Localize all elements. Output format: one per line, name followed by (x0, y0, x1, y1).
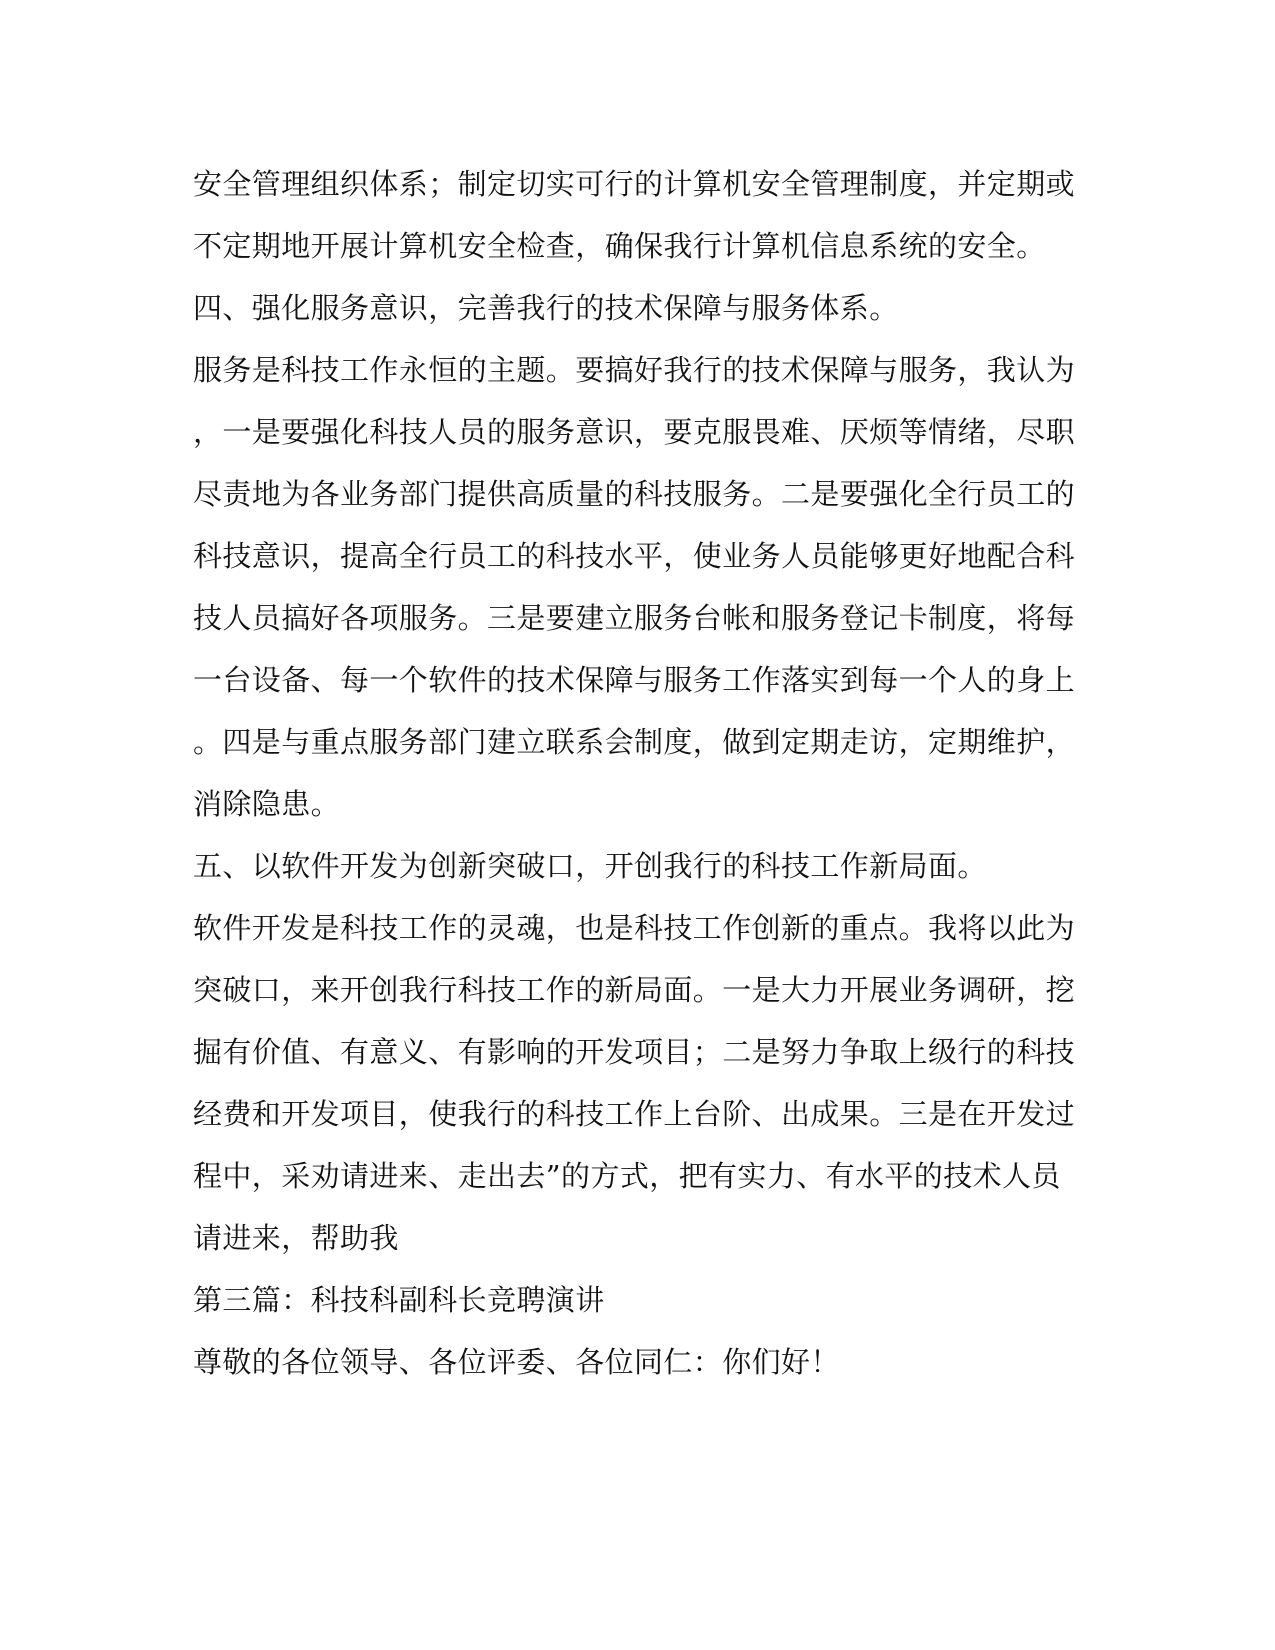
text-line: 消除隐患。 (193, 787, 341, 821)
text-line: ，一是要强化科技人员的服务意识，要克服畏难、厌烦等情绪，尽职 (193, 415, 1076, 449)
text-line: 经费和开发项目，使我行的科技工作上台阶、出成果。三是在开发过 (193, 1097, 1076, 1131)
text-line: 。四是与重点服务部门建立联系会制度，做到定期走访，定期维护， (193, 725, 1076, 759)
text-line: 软件开发是科技工作的灵魂，也是科技工作创新的重点。我将以此为 (193, 911, 1076, 945)
salutation: 尊敬的各位领导、各位评委、各位同仁：你们好！ (193, 1345, 840, 1379)
text-line: 掘有价值、有意义、有影响的开发项目；二是努力争取上级行的科技 (193, 1035, 1076, 1069)
text-line: 技人员搞好各项服务。三是要建立服务台帐和服务登记卡制度，将每 (193, 601, 1076, 635)
text-line: 不定期地开展计算机安全检查，确保我行计算机信息系统的安全。 (193, 229, 1046, 263)
text-line: 突破口，来开创我行科技工作的新局面。一是大力开展业务调研，挖 (193, 973, 1076, 1007)
text-line: 服务是科技工作永恒的主题。要搞好我行的技术保障与服务，我认为 (193, 353, 1076, 387)
section-heading: 四、强化服务意识，完善我行的技术保障与服务体系。 (193, 291, 899, 325)
chapter-title: 第三篇：科技科副科长竞聘演讲 (193, 1283, 605, 1317)
text-line: 科技意识，提高全行员工的科技水平，使业务人员能够更好地配合科 (193, 539, 1076, 573)
text-line: 安全管理组织体系；制定切实可行的计算机安全管理制度，并定期或 (193, 167, 1076, 201)
text-line: 尽责地为各业务部门提供高质量的科技服务。二是要强化全行员工的 (193, 477, 1076, 511)
text-line: 请进来，帮助我 (193, 1221, 399, 1255)
section-heading: 五、以软件开发为创新突破口，开创我行的科技工作新局面。 (193, 849, 987, 883)
text-line: 程中，采劝请进来、走出去”的方式，把有实力、有水平的技术人员 (193, 1159, 1061, 1193)
text-line: 一台设备、每一个软件的技术保障与服务工作落实到每一个人的身上 (193, 663, 1076, 697)
